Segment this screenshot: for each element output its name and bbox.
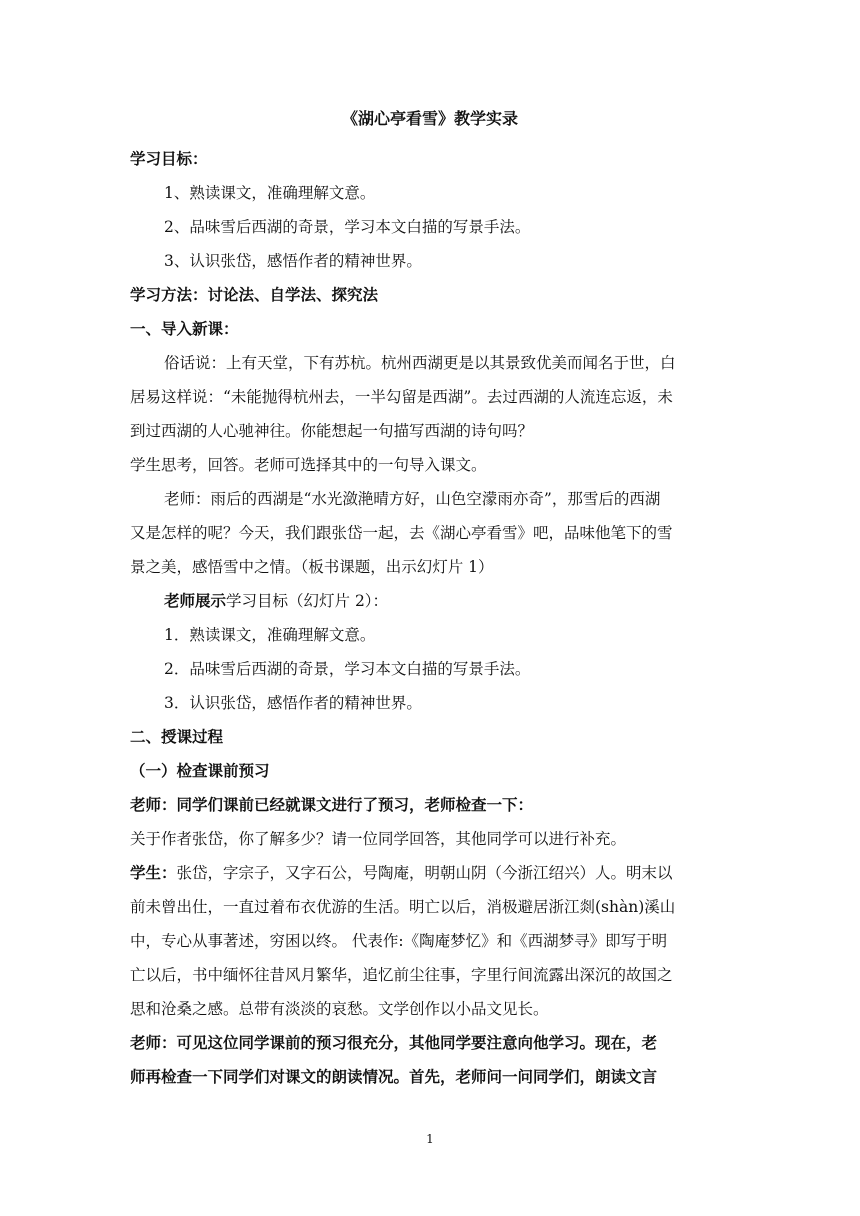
student-answer-line: 思和沧桑之感。总带有淡淡的哀愁。文学创作以小品文见长。 [130,1000,549,1018]
goals-section [130,142,730,1094]
student-answer-line: 中，专心从事著述，穷困以终。 代表作:《陶庵梦忆》和《西湖梦寻》即写于明 [130,932,668,950]
teacher-final-line: 师再检查一下同学们对课文的朗读情况。首先，老师问一问同学们，朗读文言 [130,1068,658,1086]
goal-item: 2、品味雪后西湖的奇景，学习本文白描的写景手法。 [164,218,531,236]
student-answer-text: 张岱，字宗子，又字石公，号陶庵，明朝山阴（今浙江绍兴）人。明末以 [176,864,673,882]
page-number: 1 [426,1132,434,1146]
methods-heading: 学习方法：讨论法、自学法、探究法 [130,286,379,304]
teacher-line: 景之美，感悟雪中之情。（板书课题，出示幻灯片 1） [130,558,494,576]
teacher-show-line [130,584,730,618]
teacher-line: 老师：雨后的西湖是“水光潋滟晴方好，山色空濛雨亦奇”，那雪后的西湖 [164,490,661,508]
teacher-show-label: 老师展示 [164,592,227,610]
teacher-show-text: 学习目标（幻灯片 2）： [226,592,389,610]
student-answer-line: 前未曾出仕，一直过着布衣优游的生活。明亡以后，消极避居浙江剡(shàn)溪山 [130,898,676,916]
student-label: 学生： [130,864,177,882]
slide-goal-item: 2．品味雪后西湖的奇景，学习本文白描的写景手法。 [164,660,531,678]
subsection-heading: （一）检查课前预习 [130,762,270,780]
about-author-line: 关于作者张岱，你了解多少？请一位同学回答，其他同学可以进行补充。 [130,830,627,848]
section-heading-process: 二、授课过程 [130,728,224,746]
goal-item: 3、认识张岱，感悟作者的精神世界。 [164,252,422,270]
student-answer-line: 亡以后，书中缅怀往昔风月繁华，追忆前尘往事，字里行间流露出深沉的故国之 [130,966,673,984]
goals-heading: 学习目标： [130,150,208,168]
teacher-check-line: 老师：同学们课前已经就课文进行了预习，老师检查一下： [130,796,534,814]
intro-line: 居易这样说：“未能抛得杭州去，一半勾留是西湖”。去过西湖的人流连忘返，未 [130,388,673,406]
student-answer-line [130,856,730,890]
student-think-line: 学生思考，回答。老师可选择其中的一句导入课文。 [130,456,487,474]
slide-goal-item: 1．熟读课文，准确理解文意。 [164,626,376,644]
goal-item: 1、熟读课文，准确理解文意。 [164,184,376,202]
document-title: 《湖心亭看雪》教学实录 [341,109,518,128]
teacher-line: 又是怎样的呢？今天，我们跟张岱一起，去《湖心亭看雪》吧，品味他笔下的雪 [130,524,673,542]
section-heading-intro: 一、导入新课： [130,320,239,338]
teacher-final-line: 老师：可见这位同学课前的预习很充分，其他同学要注意向他学习。现在，老 [130,1034,658,1052]
intro-line: 到过西湖的人心驰神往。你能想起一句描写西湖的诗句吗？ [130,422,534,440]
slide-goal-item: 3．认识张岱，感悟作者的精神世界。 [164,694,422,712]
intro-line: 俗话说：上有天堂，下有苏杭。杭州西湖更是以其景致优美而闻名于世，白 [164,354,676,372]
